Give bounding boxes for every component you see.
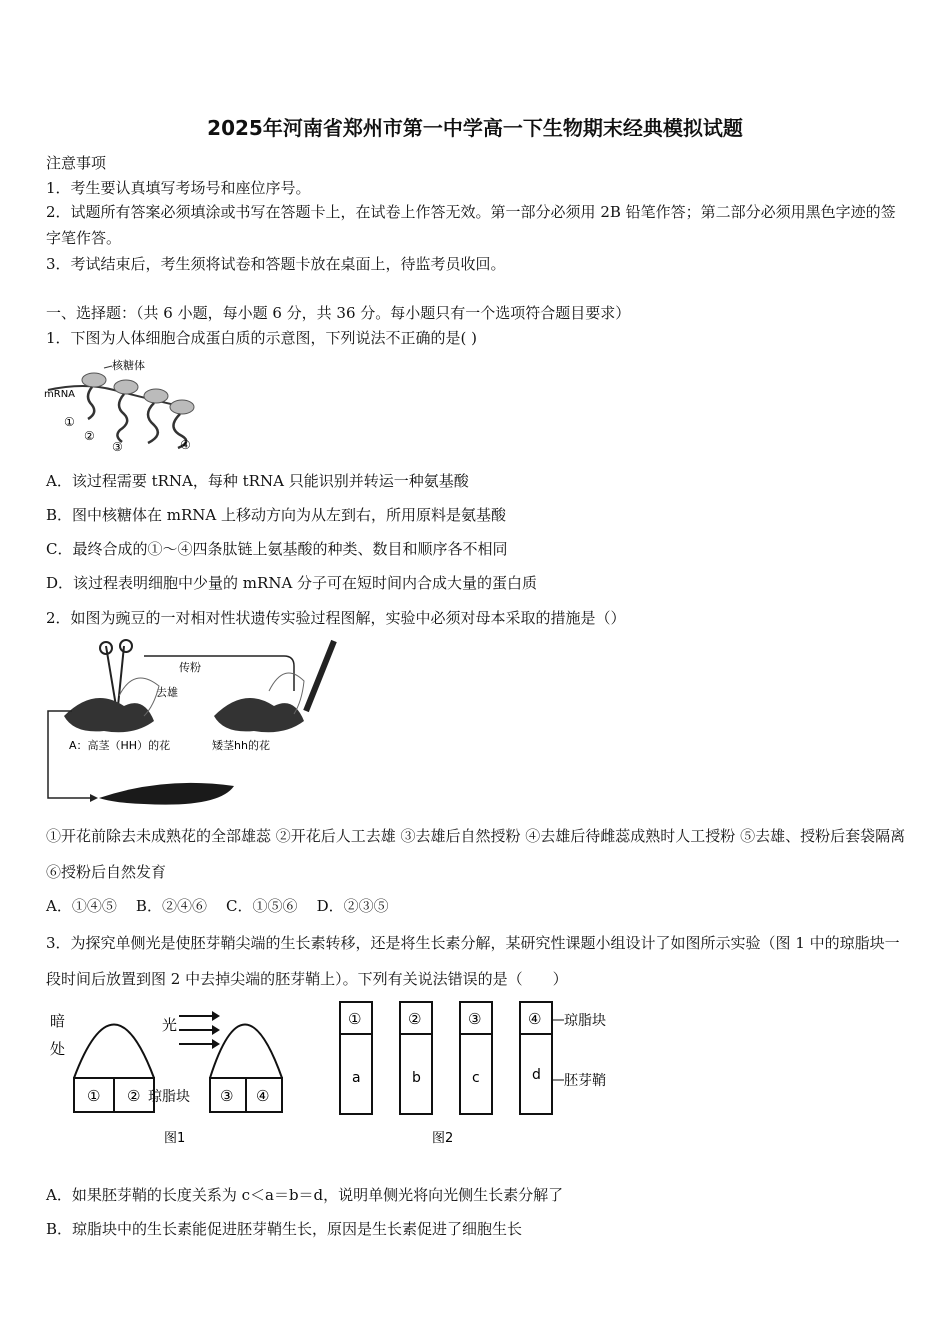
mrna-label: mRNA <box>44 389 76 400</box>
block-label-3: ③ <box>220 1087 234 1105</box>
fig2-top-1: ① <box>348 1010 362 1028</box>
section-heading: 一、选择题：（共 6 小题，每小题 6 分，共 36 分。每小题只有一个选项符合题目要求） <box>46 304 631 322</box>
q2-options <box>46 895 389 916</box>
right-flower <box>214 698 304 732</box>
q3-stem: 3．为探究单侧光是使胚芽鞘尖端的生长素转移，还是将生长素分解，某研究性课题小组设计了如图所示实验（图 1 中的琼脂块一段时间后放置到图 2 中去掉尖端的胚芽鞘上）。下列有关说法错误的是（ ） <box>46 934 900 988</box>
coleoptile-label: 胚芽鞘 <box>564 1073 606 1089</box>
ribosome-shape <box>114 380 138 394</box>
light-label: 光 <box>162 1016 178 1034</box>
block-label-4: ④ <box>256 1087 270 1105</box>
peptide-chain <box>148 403 158 443</box>
pollinate-label: 传粉 <box>179 661 201 674</box>
light-arrows <box>179 1011 220 1049</box>
fig2-body-b: b <box>412 1070 421 1086</box>
block-label-2: ② <box>127 1087 141 1105</box>
q2-option-b: B．②④⑥ <box>135 897 207 915</box>
fig2-top-2: ② <box>408 1010 422 1028</box>
coleoptile-tip-dark <box>74 1025 154 1079</box>
q3-figure <box>44 996 620 1152</box>
notice-item-2: 2．试题所有答案必须填涂或书写在答题卡上，在试卷上作答无效。第一部分必须用 2B 铅笔作答；第二部分必须用黑色字迹的签字笔作答。 <box>46 203 896 247</box>
page-title: 2025年河南省郑州市第一中学高一下生物期末经典模拟试题 <box>207 116 743 140</box>
chain-label-3: ③ <box>112 440 123 454</box>
left-flower <box>64 698 154 732</box>
q1-figure-translation <box>44 352 204 457</box>
q2-option-d: D．②③⑤ <box>316 897 389 915</box>
agar-label-fig2: 琼脂块 <box>564 1013 606 1029</box>
right-flower-label: 矮茎hh的花 <box>212 739 270 752</box>
notice-item-3: 3．考试结束后，考生须将试卷和答题卡放在桌面上，待监考员收回。 <box>46 255 506 273</box>
chain-label-1: ① <box>64 415 75 429</box>
coleoptile-tip-light <box>210 1025 282 1079</box>
brush-icon <box>306 641 334 711</box>
scissors-icon <box>106 646 124 706</box>
q1-option-b: B．图中核糖体在 mRNA 上移动方向为从左到右，所用原料是氨基酸 <box>46 506 507 524</box>
q2-stem: 2．如图为豌豆的一对相对性状遗传实验过程图解，实验中必须对母本采取的措施是（） <box>46 609 626 627</box>
q2-measures: ①开花前除去未成熟花的全部雄蕊 ②开花后人工去雄 ③去雄后自然授粉 ④去雄后待雌蕊成熟时人工授粉 ⑤去雄、授粉后套袋隔离 ⑥授粉后自然发育 <box>46 827 906 881</box>
fig2-top-3: ③ <box>468 1010 482 1028</box>
chain-label-2: ② <box>84 429 95 443</box>
q3-option-b: B．琼脂块中的生长素能促进胚芽鞘生长，原因是生长素促进了细胞生长 <box>46 1220 523 1238</box>
q3-option-a: A．如果胚芽鞘的长度关系为 c＜a＝b＝d，说明单侧光将向光侧生长素分解了 <box>46 1186 564 1204</box>
q2-option-c: C．①⑤⑥ <box>226 897 298 915</box>
fig2-caption: 图2 <box>432 1131 454 1146</box>
label-pointer <box>104 366 112 368</box>
ribosome-label: 核糖体 <box>112 359 145 372</box>
scissors-handle <box>120 640 132 652</box>
fig2-body-d: d <box>532 1067 541 1083</box>
emasculate-label: 去雄 <box>156 686 178 699</box>
fig2-body-a: a <box>352 1070 361 1086</box>
block-label-1: ① <box>87 1087 101 1105</box>
q2-option-a: A．①④⑤ <box>46 897 117 915</box>
dark-label-1: 暗 <box>50 1012 66 1030</box>
chain-label-4: ④ <box>180 438 191 452</box>
pea-pod <box>99 783 234 805</box>
ribosome-shape <box>144 389 168 403</box>
q1-option-c: C．最终合成的①～④四条肽链上氨基酸的种类、数目和顺序各不相同 <box>46 540 508 558</box>
dark-label-2: 处 <box>50 1040 66 1058</box>
fig1-caption: 图1 <box>164 1131 186 1146</box>
arrow-head <box>90 794 98 802</box>
peptide-chain <box>88 387 94 419</box>
peptide-chain <box>117 394 127 442</box>
ribosome-shape <box>170 400 194 414</box>
q1-stem: 1．下图为人体细胞合成蛋白质的示意图，下列说法不正确的是( ) <box>46 329 478 347</box>
q2-figure-pea-cross <box>44 636 344 808</box>
notice-item-1: 1．考生要认真填写考场号和座位序号。 <box>46 179 311 197</box>
left-flower-label: A：高茎（HH）的花 <box>69 739 171 752</box>
fig2-body-c: c <box>472 1070 480 1086</box>
q1-option-d: D．该过程表明细胞中少量的 mRNA 分子可在短时间内合成大量的蛋白质 <box>46 574 538 592</box>
q1-option-a: A．该过程需要 tRNA，每种 tRNA 只能识别并转运一种氨基酸 <box>46 472 469 490</box>
notice-heading: 注意事项 <box>46 154 107 172</box>
ribosome-shape <box>82 373 106 387</box>
agar-label-fig1: 琼脂块 <box>148 1089 190 1105</box>
fig2-top-4: ④ <box>528 1010 542 1028</box>
